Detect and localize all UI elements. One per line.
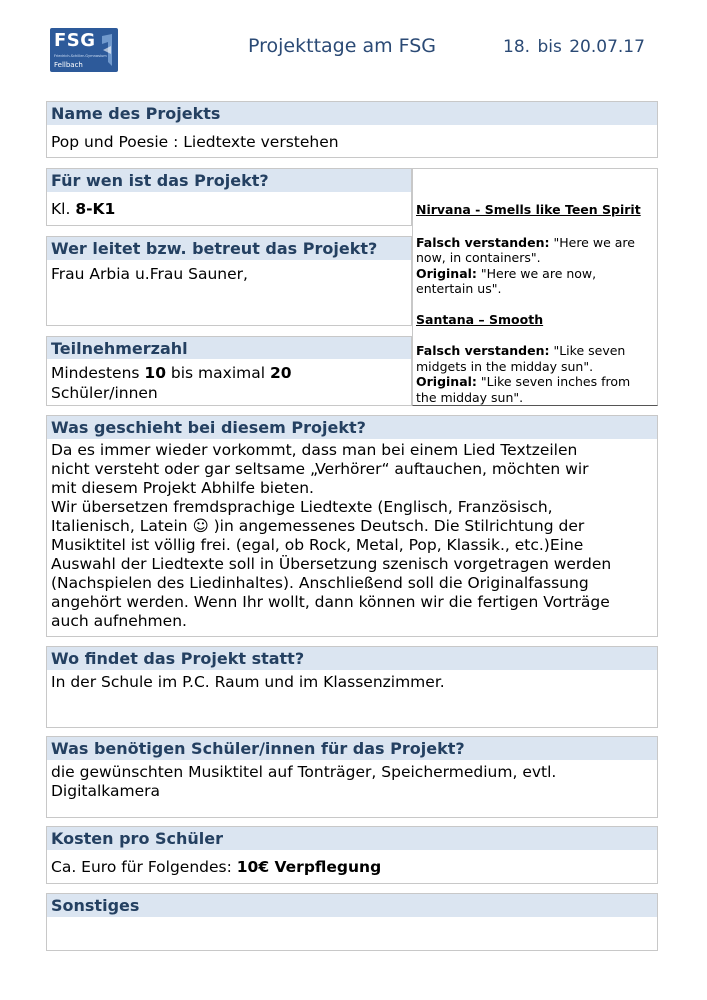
song1-wrong-b: now, in containers". (416, 250, 541, 265)
project-name-heading: Name des Projekts (47, 102, 657, 125)
song2-orig (416, 374, 656, 390)
logo-mark-icon (100, 32, 114, 68)
description-line: auch aufnehmen. (51, 612, 187, 630)
description-line: Da es immer wieder vorkommt, dass man bei einem Lied Textzeilen (51, 441, 578, 459)
leaders-heading: Wer leitet bzw. betreut das Projekt? (47, 237, 411, 260)
song-examples (416, 202, 656, 405)
song2-orig-label: Original: (416, 374, 477, 389)
materials-value (51, 763, 556, 801)
participants-max: 20 (269, 364, 292, 382)
location-value: In der Schule im P.C. Raum und im Klassenzimmer. (51, 673, 445, 691)
song1-title: Nirvana - Smells like Teen Spirit (416, 202, 641, 217)
description-line: angehört werden. Wenn Ihr wollt, dann können wir die fertigen Vorträge (51, 593, 610, 611)
description-line: (Nachspielen des Liedinhaltes). Anschließend soll die Originalfassung (51, 574, 589, 592)
project-name-value: Pop und Poesie : Liedtexte verstehen (51, 133, 339, 151)
song1-orig-a: "Here we are now, (476, 265, 597, 281)
materials-line-2: Digitalkamera (51, 782, 160, 800)
materials-line-1: die gewünschten Musiktitel auf Tonträger, Speichermedium, evtl. (51, 763, 557, 781)
costs-value (51, 858, 381, 877)
participants-text-2: bis maximal (165, 364, 270, 382)
audience-prefix: Kl. (51, 200, 76, 218)
description-text (51, 441, 656, 631)
song2-wrong-label: Falsch verstanden: (416, 343, 550, 358)
participants-text-3: Schüler/innen (51, 384, 158, 402)
song1-orig-label: Original: (416, 265, 477, 281)
participants-heading: Teilnehmerzahl (47, 337, 411, 359)
materials-heading: Was benötigen Schüler/innen für das Projekt? (47, 737, 657, 760)
leaders-value: Frau Arbia u.Frau Sauner, (51, 265, 248, 283)
audience-class: 8-K1 (75, 200, 116, 218)
school-logo (50, 28, 118, 72)
description-line: mit diesem Projekt Abhilfe bieten. (51, 479, 314, 497)
description-line: Musiktitel ist völlig frei. (egal, ob Rock, Metal, Pop, Klassik., etc.)Eine (51, 536, 584, 554)
song1-orig-b: entertain us". (416, 281, 502, 296)
misc-heading: Sonstiges (47, 894, 657, 917)
song2-orig-b: the midday sun". (416, 389, 524, 405)
participants-text-1: Mindestens (51, 364, 145, 382)
description-heading: Was geschieht bei diesem Projekt? (47, 416, 657, 439)
song2-title: Santana – Smooth (416, 311, 544, 327)
song2-wrong (416, 343, 656, 359)
page-date: 18. bis 20.07.17 (503, 37, 645, 57)
description-line: Wir übersetzen fremdsprachige Liedtexte (Englisch, Französisch, (51, 498, 553, 516)
participants-value (51, 363, 292, 403)
song2-wrong-a: "Like seven (549, 343, 626, 358)
participants-min: 10 (144, 364, 166, 382)
location-heading: Wo findet das Projekt statt? (47, 647, 657, 670)
song1-wrong-a: "Here we are (549, 234, 635, 250)
song2-wrong-b: midgets in the midday sun". (416, 358, 594, 374)
song1-orig (416, 266, 656, 282)
logo-subtitle: Friedrich-Schiller-Gymnasium (54, 54, 107, 58)
description-line: Italienisch, Latein ☺ )in angemessenes Deutsch. Die Stilrichtung der (51, 517, 585, 535)
audience-value (51, 200, 115, 219)
costs-amount: 10€ Verpflegung (236, 858, 382, 876)
logo-text: FSG (54, 30, 96, 51)
song2-orig-a: "Like seven inches from (476, 374, 631, 389)
song1-wrong-label: Falsch verstanden: (416, 234, 550, 250)
costs-heading: Kosten pro Schüler (47, 827, 657, 850)
song1-wrong (416, 235, 656, 251)
logo-city: Fellbach (54, 61, 83, 69)
audience-heading: Für wen ist das Projekt? (47, 169, 411, 192)
page-title: Projekttage am FSG (248, 35, 437, 57)
description-line: nicht versteht oder gar seltsame „Verhörer“ auftauchen, möchten wir (51, 460, 589, 478)
costs-prefix: Ca. Euro für Folgendes: (51, 858, 237, 876)
description-line: Auswahl der Liedtexte soll in Übersetzung szenisch vorgetragen werden (51, 555, 612, 573)
